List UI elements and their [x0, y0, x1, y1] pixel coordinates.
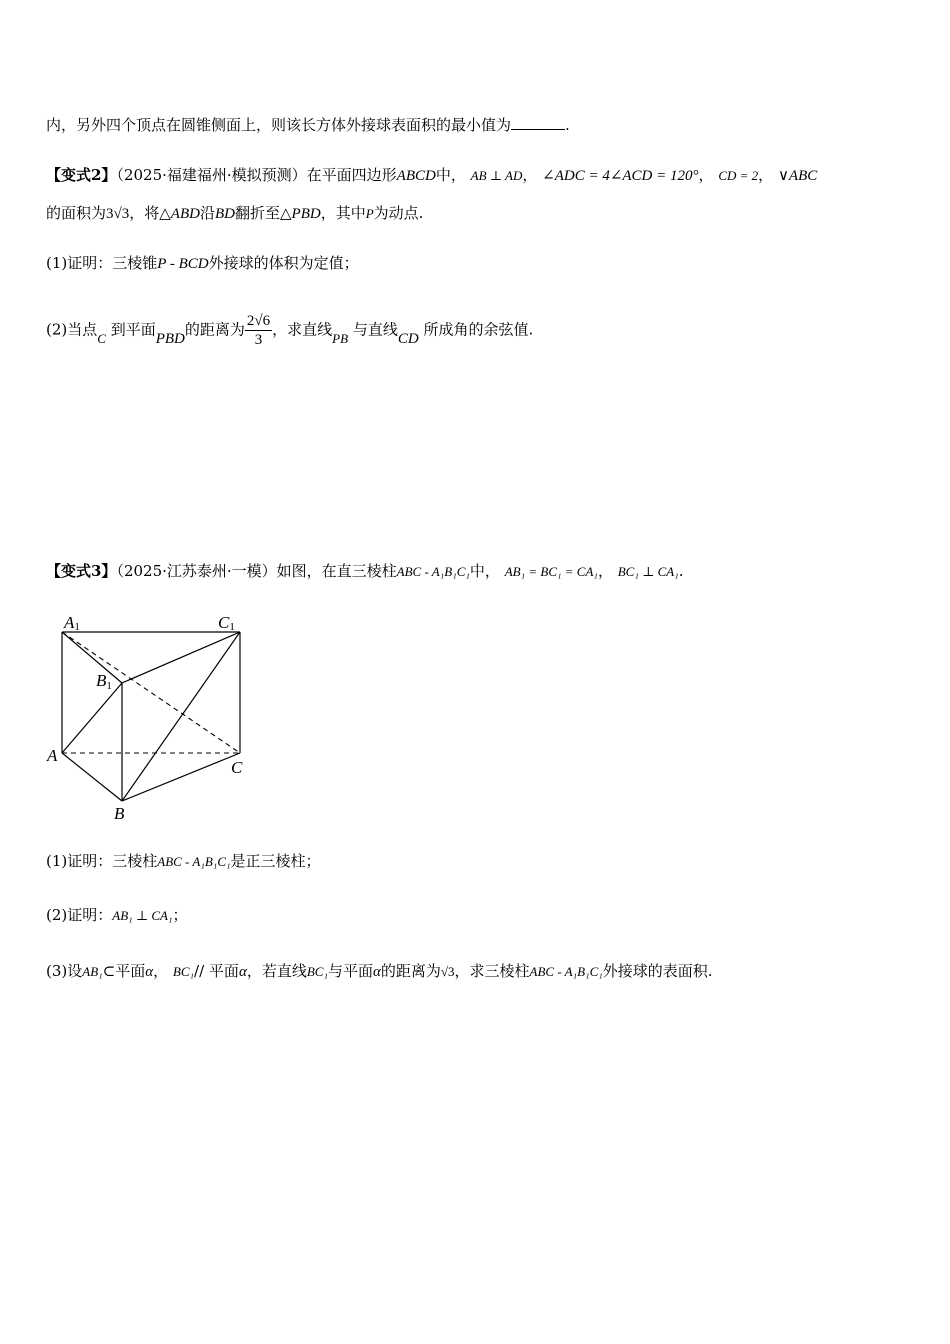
- variant3-question3: (3)设AB₁⊂平面α， BC₁// 平面α，若直线BC₁与平面α的距离为√3，求三棱柱ABC - A₁B₁C₁外接球的表面积.: [46, 962, 713, 980]
- variant3-question2: (2)证明：AB₁ ⊥ CA₁；: [46, 906, 188, 924]
- diag-AB1: [62, 683, 122, 753]
- label-C: C: [231, 758, 243, 777]
- distance-fraction: $\frac{2√6}{3}$: [246, 313, 271, 348]
- label-C1: C1: [218, 613, 235, 633]
- edge-AB: [62, 753, 122, 801]
- edge-A1B1: [62, 632, 122, 683]
- variant3-line1: 【变式3】（2025·江苏泰州·一模）如图，在直三棱柱ABC - A₁B₁C₁中， AB₁ = BC₁ = CA₁， BC₁ ⊥ CA₁.: [46, 562, 684, 580]
- prism-figure: [44, 605, 254, 830]
- label-A1: A1: [64, 613, 80, 633]
- label-B: B: [114, 804, 125, 823]
- problem-tail-line: 内，另外四个顶点在圆锥侧面上，则该长方体外接球表面积的最小值为 .: [46, 116, 570, 134]
- variant3-label: 【变式3】: [46, 562, 117, 580]
- diag-CA1-hidden: [62, 632, 240, 753]
- variant2-question2: (2)当点C 到平面PBD的距离为 $\frac{2√6}{3}$ ，求直线PB 与直线CD 所成角的余弦值.: [46, 313, 534, 348]
- label-B1: B1: [96, 671, 112, 692]
- variant2-question1: (1)证明：三棱锥P - BCD外接球的体积为定值；: [46, 254, 359, 272]
- label-A: A: [47, 746, 58, 765]
- variant2-line2: 的面积为3√3，将△ABD沿BD翻折至△PBD，其中P为动点.: [46, 204, 424, 222]
- variant3-question1: (1)证明：三棱柱ABC - A₁B₁C₁是正三棱柱；: [46, 852, 321, 870]
- variant2-label: 【变式2】: [46, 166, 117, 184]
- edge-BC: [122, 753, 240, 801]
- variant2-line1: 【变式2】（2025·福建福州·模拟预测）在平面四边形ABCD中， AB ⊥ AD， ∠ADC = 4∠ACD = 120°， CD = 2， ∨ABC: [46, 166, 818, 184]
- answer-blank[interactable]: [511, 115, 565, 130]
